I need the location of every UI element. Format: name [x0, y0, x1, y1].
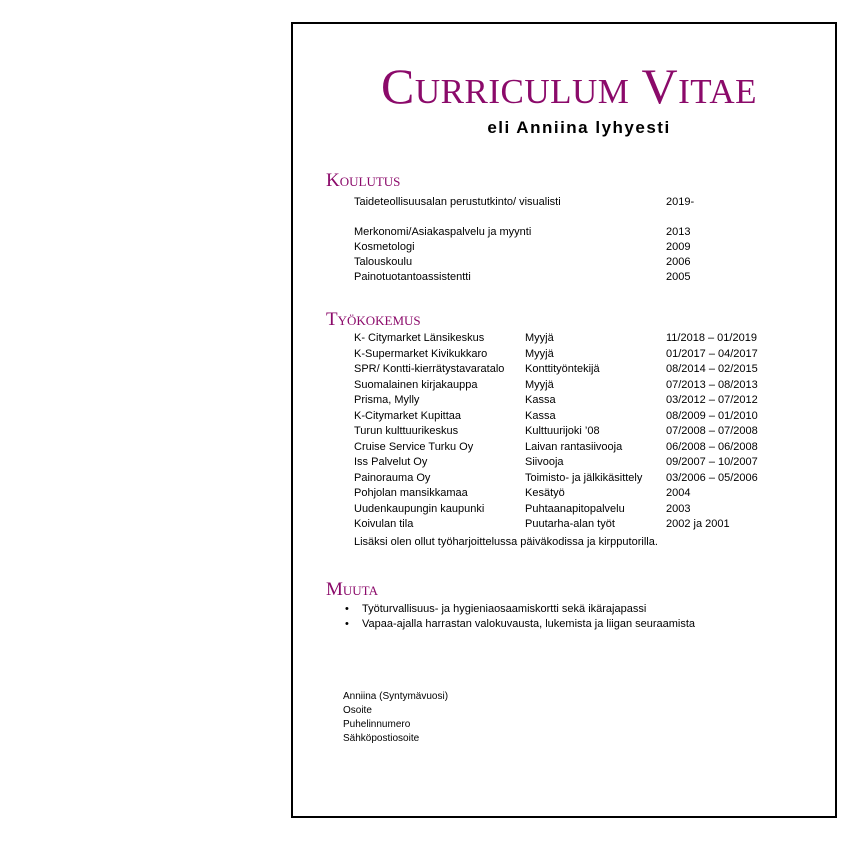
work-period: 11/2018 – 01/2019: [666, 332, 757, 344]
work-role: Kassa: [525, 394, 556, 406]
work-period: 03/2012 – 07/2012: [666, 394, 758, 406]
work-row: [354, 517, 824, 532]
work-row: [354, 331, 824, 346]
work-period: 2004: [666, 487, 691, 499]
work-role: Siivooja: [525, 456, 564, 468]
contact-line: Sähköpostiosoite: [343, 733, 420, 744]
contact-line: Anniina (Syntymävuosi): [343, 691, 449, 702]
work-period: 07/2013 – 08/2013: [666, 378, 758, 391]
work-row: [354, 455, 824, 470]
work-period: 2002 ja 2001: [666, 518, 730, 530]
work-employer: K- Citymarket Länsikeskus: [354, 332, 485, 344]
work-row: [354, 362, 824, 377]
education-row: [354, 240, 824, 255]
work-role: Konttityöntekijä: [525, 363, 600, 375]
page-title: Curriculum Vitae: [381, 58, 757, 114]
work-role: Myyjä: [525, 332, 554, 344]
other-item-text: Työturvallisuus- ja hygieniaosaamiskortti sekä ikärajapassi: [362, 603, 647, 615]
work-period: 08/2014 – 02/2015: [666, 363, 758, 375]
work-row: [354, 347, 824, 362]
work-role: Toimisto- ja jälkikäsittely: [525, 471, 643, 484]
work-employer: Suomalainen kirjakauppa: [354, 378, 478, 391]
contact-line: Puhelinnumero: [343, 719, 411, 730]
education-row: [354, 225, 824, 240]
education-name: Merkonomi/Asiakaspalvelu ja myynti: [354, 226, 532, 238]
work-heading: Työkokemus: [326, 309, 421, 330]
work-role: Kesätyö: [525, 487, 565, 499]
education-heading: Koulutus: [326, 170, 401, 191]
work-role: Puutarha-alan työt: [525, 518, 615, 530]
work-employer: Painorauma Oy: [354, 471, 431, 484]
other-item-text: Vapaa-ajalla harrastan valokuvausta, lukemista ja liigan seuraamista: [362, 618, 696, 630]
work-employer: Iss Palvelut Oy: [354, 456, 428, 468]
work-row: [354, 471, 824, 486]
work-employer: Turun kulttuurikeskus: [354, 425, 459, 437]
education-name: Talouskoulu: [354, 256, 413, 268]
contact-info: [343, 690, 448, 746]
work-period: 06/2008 – 06/2008: [666, 440, 758, 453]
bullet-icon: •: [345, 618, 349, 630]
page-subtitle: eli Anniina lyhyesti: [487, 118, 671, 137]
work-employer: SPR/ Kontti-kierrätystavaratalo: [354, 363, 505, 375]
work-row: [354, 424, 824, 439]
work-employer: Koivulan tila: [354, 518, 414, 530]
other-item: [337, 617, 695, 632]
other-list: [337, 602, 695, 632]
work-role: Kassa: [525, 409, 556, 422]
work-period: 08/2009 – 01/2010: [666, 409, 758, 422]
work-period: 09/2007 – 10/2007: [666, 456, 758, 468]
work-role: Kulttuurijoki ’08: [525, 425, 600, 437]
work-row: [354, 502, 824, 517]
education-year: 2006: [666, 256, 691, 268]
education-row: [354, 270, 824, 285]
work-role: Myyjä: [525, 347, 554, 360]
bullet-icon: •: [345, 603, 349, 615]
work-row: [354, 440, 824, 455]
work-role: Myyjä: [525, 378, 554, 391]
work-period: 03/2006 – 05/2006: [666, 471, 758, 484]
contact-line: Osoite: [343, 705, 372, 716]
education-year: 2013: [666, 226, 691, 238]
education-name: Taideteollisuusalan perustutkinto/ visualisti: [354, 196, 561, 208]
work-role: Puhtaanapitopalvelu: [525, 502, 625, 515]
education-year: 2019-: [666, 196, 695, 208]
education-name: Kosmetologi: [354, 241, 415, 253]
work-period: 2003: [666, 502, 691, 515]
work-row: [354, 378, 824, 393]
education-year: 2005: [666, 271, 691, 283]
work-row: [354, 486, 824, 501]
work-employer: K-Supermarket Kivikukkaro: [354, 347, 488, 360]
cv-page: [291, 22, 837, 818]
other-heading: Muuta: [326, 579, 378, 600]
education-name: Painotuotantoassistentti: [354, 271, 471, 283]
other-item: [337, 602, 695, 617]
work-role: Laivan rantasiivooja: [525, 440, 623, 453]
work-period: 07/2008 – 07/2008: [666, 425, 758, 437]
work-employer: Cruise Service Turku Oy: [354, 440, 474, 453]
education-row: [354, 195, 824, 210]
work-row: [354, 393, 824, 408]
work-employer: Pohjolan mansikkamaa: [354, 487, 468, 499]
work-employer: Prisma, Mylly: [354, 394, 420, 406]
work-note: Lisäksi olen ollut työharjoittelussa päiväkodissa ja kirpputorilla.: [354, 536, 658, 548]
education-row: [354, 255, 824, 270]
education-year: 2009: [666, 241, 691, 253]
work-employer: K-Citymarket Kupittaa: [354, 409, 461, 422]
work-row: [354, 409, 824, 424]
work-employer: Uudenkaupungin kaupunki: [354, 502, 485, 515]
work-period: 01/2017 – 04/2017: [666, 347, 758, 360]
